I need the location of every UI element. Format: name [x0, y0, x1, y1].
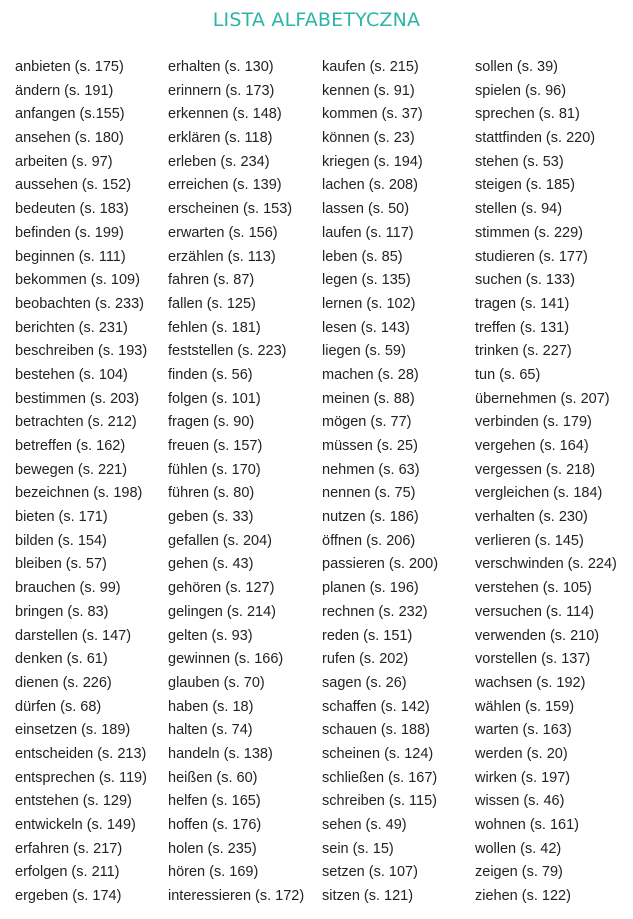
list-item: handeln (s. 138): [168, 745, 273, 762]
list-item: ziehen (s. 122): [475, 888, 571, 905]
list-item: entstehen (s. 129): [15, 793, 132, 810]
list-item: freuen (s. 157): [168, 438, 263, 454]
list-item: mögen (s. 77): [322, 414, 412, 431]
list-item: stehen (s. 53): [475, 153, 564, 170]
list-item: warten (s. 163): [475, 722, 572, 739]
list-item: bewegen (s. 221): [15, 461, 128, 478]
list-item: nennen (s. 75): [322, 485, 416, 502]
list-item: fragen (s. 90): [168, 414, 255, 431]
list-item: kaufen (s. 215): [322, 59, 419, 75]
list-item: erzählen (s. 113): [168, 248, 276, 265]
list-item: schaffen (s. 142): [322, 698, 430, 715]
list-item: bestimmen (s. 203): [15, 390, 140, 407]
list-item: erhalten (s. 130): [168, 59, 274, 75]
list-item: ergeben (s. 174): [15, 888, 122, 905]
list-item: schreiben (s. 115): [322, 793, 437, 810]
list-item: bezeichnen (s. 198): [15, 485, 143, 502]
list-item: fahren (s. 87): [168, 272, 255, 289]
list-item: folgen (s. 101): [168, 390, 261, 407]
list-item: steigen (s. 185): [475, 177, 575, 194]
list-item: meinen (s. 88): [322, 390, 415, 407]
page-title: LISTA ALFABETYCZNA: [212, 9, 421, 31]
list-item: gelingen (s. 214): [168, 603, 277, 620]
list-item: wohnen (s. 161): [475, 817, 579, 833]
list-item: nutzen (s. 186): [322, 509, 419, 526]
list-item: planen (s. 196): [322, 580, 419, 597]
list-item: holen (s. 235): [168, 840, 257, 857]
list-item: erwarten (s. 156): [168, 224, 278, 241]
list-item: schließen (s. 167): [322, 769, 438, 786]
list-item: ändern (s. 191): [15, 82, 114, 99]
list-item: leben (s. 85): [322, 248, 403, 265]
list-item: fehlen (s. 181): [168, 319, 261, 336]
list-item: hören (s. 169): [168, 864, 259, 881]
list-item: sagen (s. 26): [322, 674, 407, 691]
list-item: vergehen (s. 164): [475, 438, 589, 454]
list-item: entwickeln (s. 149): [15, 817, 136, 833]
list-item: rechnen (s. 232): [322, 603, 428, 620]
list-item: entsprechen (s. 119): [15, 769, 147, 786]
list-item: darstellen (s. 147): [15, 627, 132, 644]
list-item: gefallen (s. 204): [168, 532, 272, 549]
list-item: machen (s. 28): [322, 366, 419, 383]
word-list-column-4: [475, 56, 617, 909]
list-item: einsetzen (s. 189): [15, 722, 131, 739]
list-item: scheinen (s. 124): [322, 745, 434, 762]
list-item: legen (s. 135): [322, 272, 411, 289]
list-item: geben (s. 33): [168, 509, 254, 526]
list-item: spielen (s. 96): [475, 82, 567, 99]
list-item: studieren (s. 177): [475, 248, 588, 265]
list-item: liegen (s. 59): [322, 343, 406, 360]
list-item: finden (s. 56): [168, 366, 253, 383]
list-item: dürfen (s. 68): [15, 698, 102, 715]
list-item: verlieren (s. 145): [475, 532, 584, 549]
list-item: aussehen (s. 152): [15, 177, 132, 194]
list-item: erinnern (s. 173): [168, 82, 275, 99]
list-item: berichten (s. 231): [15, 319, 128, 336]
list-item: vergleichen (s. 184): [475, 485, 603, 502]
list-item: haben (s. 18): [168, 698, 254, 715]
list-item: bringen (s. 83): [15, 603, 109, 620]
list-item: bekommen (s. 109): [15, 272, 140, 289]
list-item: reden (s. 151): [322, 627, 413, 644]
list-item: sein (s. 15): [322, 840, 394, 857]
word-list-column-3: [322, 56, 438, 909]
list-item: sitzen (s. 121): [322, 888, 414, 905]
list-item: erreichen (s. 139): [168, 177, 282, 194]
list-item: befinden (s. 199): [15, 224, 124, 241]
list-item: denken (s. 61): [15, 651, 108, 668]
list-item: gelten (s. 93): [168, 627, 253, 644]
list-item: erleben (s. 234): [168, 153, 270, 170]
list-item: brauchen (s. 99): [15, 580, 121, 597]
list-item: stattfinden (s. 220): [475, 130, 596, 147]
list-item: heißen (s. 60): [168, 769, 258, 786]
list-item: lassen (s. 50): [322, 201, 410, 218]
list-item: kennen (s. 91): [322, 82, 415, 99]
list-item: vorstellen (s. 137): [475, 651, 591, 668]
list-item: anbieten (s. 175): [15, 59, 124, 75]
list-item: öffnen (s. 206): [322, 532, 416, 549]
list-item: wissen (s. 46): [475, 793, 565, 810]
list-item: bestehen (s. 104): [15, 366, 128, 383]
list-item: werden (s. 20): [475, 745, 568, 762]
list-item: sprechen (s. 81): [475, 106, 580, 123]
list-item: gehören (s. 127): [168, 580, 275, 597]
list-item: vergessen (s. 218): [475, 461, 596, 478]
list-item: müssen (s. 25): [322, 438, 418, 454]
list-item: kriegen (s. 194): [322, 153, 423, 170]
list-item: verstehen (s. 105): [475, 580, 592, 597]
list-item: bilden (s. 154): [15, 532, 107, 549]
list-item: anfangen (s.155): [15, 106, 125, 123]
list-item: zeigen (s. 79): [475, 864, 563, 881]
list-item: hoffen (s. 176): [168, 817, 262, 833]
list-item: erfolgen (s. 211): [15, 864, 120, 881]
list-item: beobachten (s. 233): [15, 295, 144, 312]
list-item: interessieren (s. 172): [168, 888, 305, 905]
list-item: beginnen (s. 111): [15, 248, 126, 265]
word-list-column-2: [168, 56, 304, 909]
list-item: verbinden (s. 179): [475, 414, 592, 431]
list-item: wachsen (s. 192): [475, 674, 586, 691]
list-item: wirken (s. 197): [475, 769, 571, 786]
list-item: betrachten (s. 212): [15, 414, 137, 431]
list-item: betreffen (s. 162): [15, 438, 126, 454]
list-item: tragen (s. 141): [475, 295, 570, 312]
list-item: ansehen (s. 180): [15, 130, 124, 147]
list-item: fallen (s. 125): [168, 295, 256, 312]
list-item: helfen (s. 165): [168, 793, 261, 810]
list-item: rufen (s. 202): [322, 651, 409, 668]
list-item: tun (s. 65): [475, 366, 541, 383]
list-item: beschreiben (s. 193): [15, 343, 148, 360]
list-item: kommen (s. 37): [322, 106, 423, 123]
list-item: halten (s. 74): [168, 722, 253, 739]
list-item: lernen (s. 102): [322, 295, 416, 312]
list-item: stimmen (s. 229): [475, 224, 583, 241]
list-item: übernehmen (s. 207): [475, 390, 610, 407]
list-item: entscheiden (s. 213): [15, 745, 147, 762]
list-item: dienen (s. 226): [15, 674, 112, 691]
list-item: erfahren (s. 217): [15, 840, 123, 857]
list-item: laufen (s. 117): [322, 224, 414, 241]
list-item: können (s. 23): [322, 130, 415, 147]
list-item: trinken (s. 227): [475, 343, 572, 360]
list-item: verwenden (s. 210): [475, 627, 600, 644]
list-item: suchen (s. 133): [475, 272, 575, 289]
list-item: glauben (s. 70): [168, 674, 265, 691]
list-item: erscheinen (s. 153): [168, 201, 293, 218]
list-item: erklären (s. 118): [168, 130, 273, 147]
list-item: sehen (s. 49): [322, 817, 407, 833]
list-item: verhalten (s. 230): [475, 509, 588, 526]
list-item: sollen (s. 39): [475, 59, 559, 75]
list-item: erkennen (s. 148): [168, 106, 282, 123]
list-item: feststellen (s. 223): [168, 343, 287, 360]
list-item: passieren (s. 200): [322, 556, 439, 573]
word-list-column-1: [15, 56, 147, 909]
list-item: führen (s. 80): [168, 485, 255, 502]
list-item: bedeuten (s. 183): [15, 201, 129, 218]
list-item: treffen (s. 131): [475, 319, 570, 336]
list-item: versuchen (s. 114): [475, 603, 595, 620]
list-item: fühlen (s. 170): [168, 461, 261, 478]
list-item: gewinnen (s. 166): [168, 651, 284, 668]
list-item: schauen (s. 188): [322, 722, 431, 739]
list-item: lachen (s. 208): [322, 177, 418, 194]
list-item: stellen (s. 94): [475, 201, 563, 218]
list-item: nehmen (s. 63): [322, 461, 420, 478]
list-item: gehen (s. 43): [168, 556, 254, 573]
list-item: wollen (s. 42): [475, 840, 562, 857]
list-item: verschwinden (s. 224): [475, 556, 617, 573]
list-item: lesen (s. 143): [322, 319, 410, 336]
list-item: bleiben (s. 57): [15, 556, 107, 573]
list-item: setzen (s. 107): [322, 864, 418, 881]
list-item: wählen (s. 159): [475, 698, 575, 715]
list-item: bieten (s. 171): [15, 509, 108, 526]
list-item: arbeiten (s. 97): [15, 153, 113, 170]
